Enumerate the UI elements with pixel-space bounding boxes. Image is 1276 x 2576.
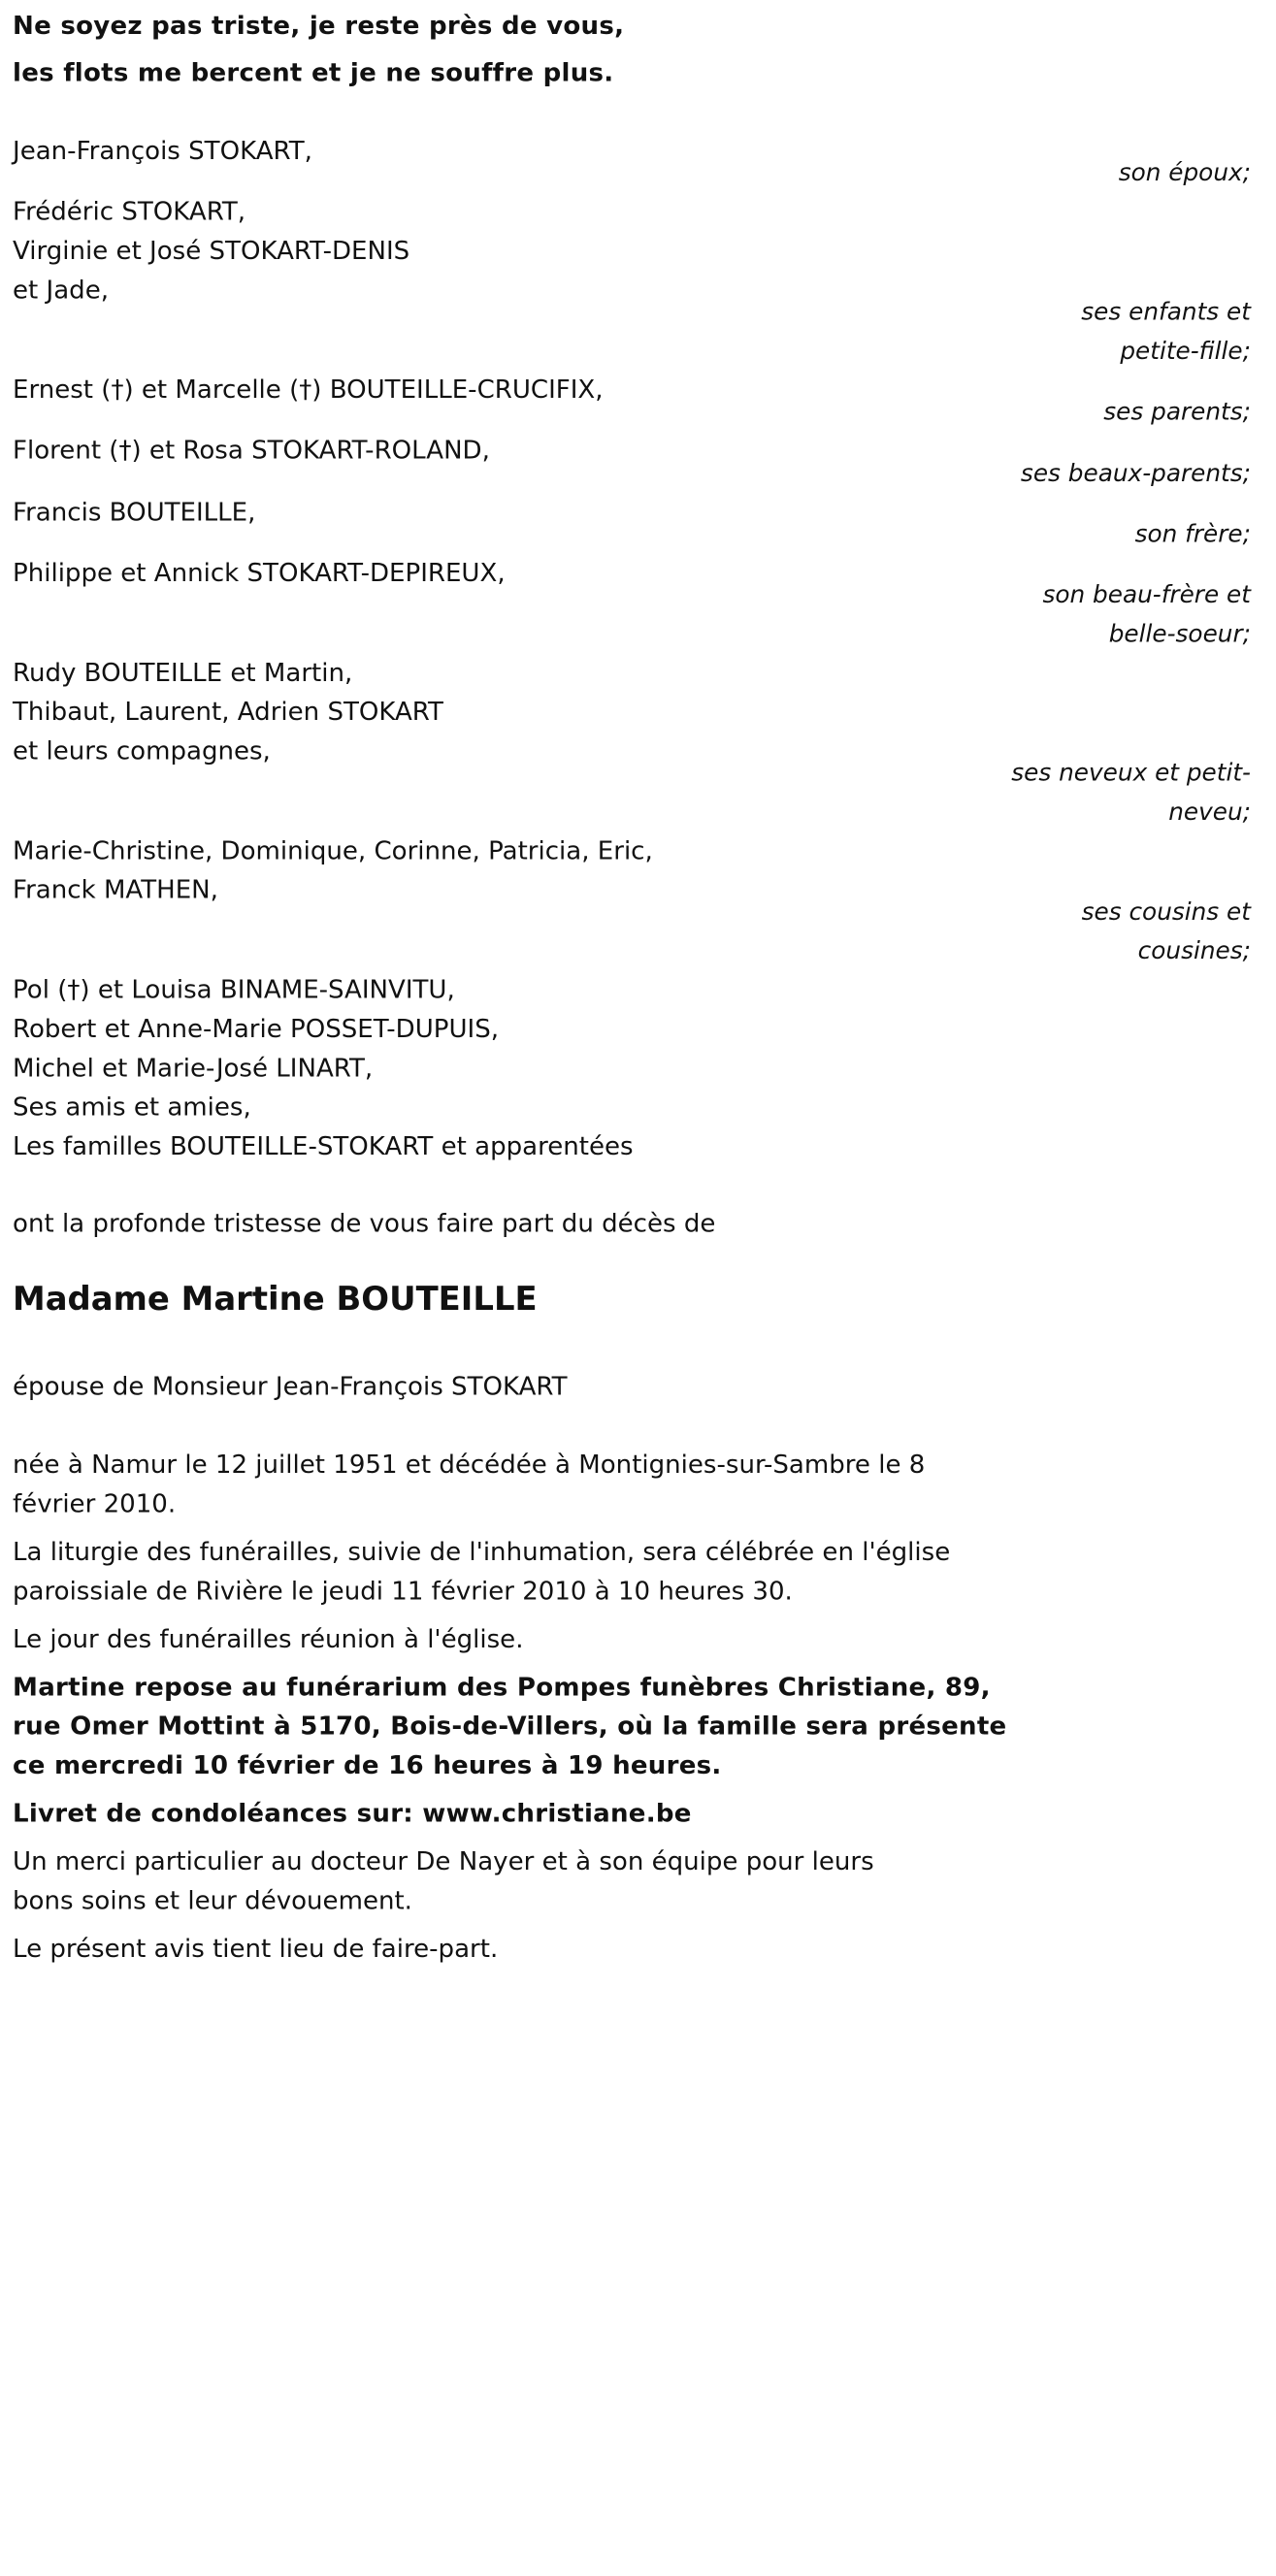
family-relation: ses cousins et: [1081, 897, 1251, 927]
condolences-line: Livret de condoléances sur: www.christiane.be: [13, 1797, 692, 1828]
family-name-line: Ernest (†) et Marcelle (†) BOUTEILLE-CRUCIFIX,: [13, 374, 604, 405]
family-name-line: Thibaut, Laurent, Adrien STOKART: [13, 696, 443, 727]
family-relation: ses beaux-parents;: [1020, 459, 1251, 488]
thanks-line: bons soins et leur dévouement.: [13, 1884, 412, 1915]
birth-death-line: février 2010.: [13, 1487, 177, 1519]
others-line: Michel et Marie-José LINART,: [13, 1052, 374, 1083]
family-relation: son beau-frère et: [1042, 580, 1251, 609]
funerarium-line: Martine repose au funérarium des Pompes funèbres Christiane, 89,: [13, 1671, 991, 1702]
family-relation: son frère;: [1134, 520, 1251, 549]
liturgy-line: La liturgie des funérailles, suivie de l'inhumation, sera célébrée en l'église: [13, 1536, 951, 1567]
family-name-line: Frédéric STOKART,: [13, 195, 246, 227]
family-name-line: Francis BOUTEILLE,: [13, 496, 256, 527]
announcement: ont la profonde tristesse de vous faire part du décès de: [13, 1207, 716, 1238]
birth-death-line: née à Namur le 12 juillet 1951 et décédée à Montignies-sur-Sambre le 8: [13, 1449, 926, 1480]
others-line: Les familles BOUTEILLE-STOKART et apparentées: [13, 1130, 634, 1161]
family-relation: ses enfants et: [1081, 298, 1251, 326]
family-relation: ses neveux et petit-: [1011, 759, 1251, 788]
others-line: Robert et Anne-Marie POSSET-DUPUIS,: [13, 1013, 500, 1044]
family-name-line: Rudy BOUTEILLE et Martin,: [13, 657, 353, 688]
thanks-line: Un merci particulier au docteur De Nayer et à son équipe pour leurs: [13, 1845, 874, 1876]
family-name-line: Jean-François STOKART,: [13, 135, 312, 166]
others-line: Ses amis et amies,: [13, 1091, 251, 1123]
family-name-line: Marie-Christine, Dominique, Corinne, Patricia, Eric,: [13, 834, 653, 865]
family-name-line: et leurs compagnes,: [13, 734, 271, 766]
family-name-line: Franck MATHEN,: [13, 873, 218, 905]
family-name-line: Florent (†) et Rosa STOKART-ROLAND,: [13, 434, 490, 466]
closing-line: Le présent avis tient lieu de faire-part.: [13, 1933, 499, 1964]
family-relation: neveu;: [1168, 798, 1251, 827]
funerarium-line: rue Omer Mottint à 5170, Bois-de-Villers, où la famille sera présente: [13, 1710, 1007, 1742]
family-name-line: Virginie et José STOKART-DENIS: [13, 235, 410, 266]
others-line: Pol (†) et Louisa BINAME-SAINVITU,: [13, 973, 455, 1005]
family-relation: ses parents;: [1103, 398, 1251, 426]
spouse-line: épouse de Monsieur Jean-François STOKART: [13, 1370, 568, 1401]
family-name-line: et Jade,: [13, 274, 109, 305]
deceased-name: Madame Martine BOUTEILLE: [13, 1281, 538, 1320]
family-relation: petite-fille;: [1120, 337, 1251, 366]
funerarium-line: ce mercredi 10 février de 16 heures à 19 heures.: [13, 1749, 722, 1780]
family-relation: son époux;: [1118, 159, 1251, 187]
poem-line: les flots me bercent et je ne souffre plus.: [13, 56, 614, 87]
liturgy-line: paroissiale de Rivière le jeudi 11 février 2010 à 10 heures 30.: [13, 1575, 793, 1606]
family-name-line: Philippe et Annick STOKART-DEPIREUX,: [13, 557, 506, 588]
reunion-line: Le jour des funérailles réunion à l'église.: [13, 1623, 524, 1654]
poem-line: Ne soyez pas triste, je reste près de vous,: [13, 10, 625, 41]
family-relation: cousines;: [1137, 937, 1251, 965]
family-relation: belle-soeur;: [1108, 620, 1251, 648]
